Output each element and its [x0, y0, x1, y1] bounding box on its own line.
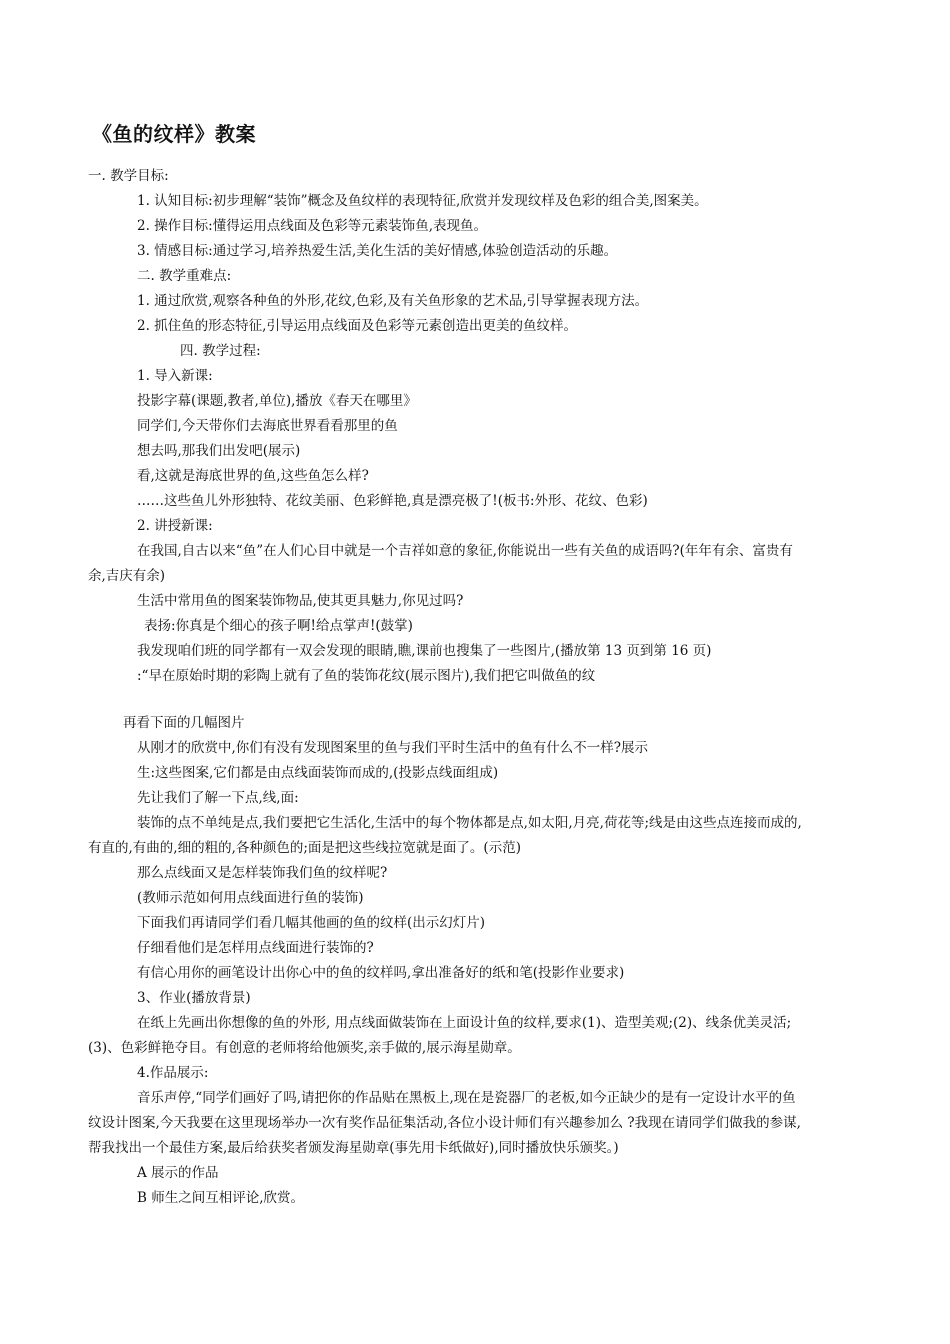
paragraph-line: 纹设计图案,今天我要在这里现场举办一次有奖作品征集活动,各位小设计师们有兴趣参加么 ?我现在请同学们做我的参谋, [88, 1115, 801, 1131]
paragraph-line: 装饰的点不单纯是点,我们要把它生活化,生活中的每个物体都是点,如太阳,月亮,荷花等;线是由这些点连接而成的, [137, 815, 802, 831]
step-heading-intro: 1. 导入新课: [137, 368, 213, 384]
paragraph-line: 在纸上先画出你想像的鱼的外形, 用点线面做装饰在上面设计鱼的纹样,要求(1)、造型美观;(2)、线条优美灵活; [137, 1015, 792, 1031]
paragraph-line: :“早在原始时期的彩陶上就有了鱼的装饰花纹(展示图片),我们把它叫做鱼的纹 [137, 668, 596, 684]
paragraph-line: 下面我们再请同学们看几幅其他画的鱼的纹样(出示幻灯片) [137, 915, 486, 931]
paragraph-line: 从刚才的欣赏中,你们有没有发现图案里的鱼与我们平时生活中的鱼有什么不一样?展示 [137, 740, 649, 756]
goal-item-3: 3. 情感目标:通过学习,培养热爱生活,美化生活的美好情感,体验创造活动的乐趣。 [137, 243, 618, 259]
paragraph-line: 生:这些图案,它们都是由点线面装饰而成的,(投影点线面组成) [137, 765, 499, 781]
paragraph-line: 有信心用你的画笔设计出你心中的鱼的纹样吗,拿出准备好的纸和笔(投影作业要求) [137, 965, 625, 981]
goal-item-1: 1. 认知目标:初步理解“装饰”概念及鱼纹样的表现特征,欣赏并发现纹样及色彩的组合美,图案美。 [137, 193, 708, 209]
paragraph-line: 我发现咱们班的同学都有一双会发现的眼睛,瞧,课前也搜集了一些图片,(播放第 13 页到第 16 页) [137, 643, 712, 659]
paragraph-line: 看,这就是海底世界的鱼,这些鱼怎么样? [137, 468, 369, 484]
step-heading-showcase: 4.作品展示: [137, 1065, 209, 1081]
goal-item-2: 2. 操作目标:懂得运用点线面及色彩等元素装饰鱼,表现鱼。 [137, 218, 488, 234]
paragraph-line: 表扬:你真是个细心的孩子啊!给点掌声!(鼓掌) [144, 618, 413, 634]
paragraph-line: 同学们,今天带你们去海底世界看看那里的鱼 [137, 418, 398, 434]
paragraph-line: 生活中常用鱼的图案装饰物品,使其更具魅力,你见过吗? [137, 593, 464, 609]
step-heading-homework: 3、作业(播放背景) [137, 990, 251, 1006]
document-title: 《鱼的纹样》教案 [92, 122, 256, 146]
paragraph-line: 想去吗,那我们出发吧(展示) [137, 443, 301, 459]
paragraph-line: 投影字幕(课题,教者,单位),播放《春天在哪里》 [137, 393, 417, 409]
paragraph-line: 余,吉庆有余) [88, 568, 166, 584]
list-item: B 师生之间互相评论,欣赏。 [137, 1190, 305, 1206]
paragraph-line: 音乐声停,“同学们画好了吗,请把你的作品贴在黑板上,现在是瓷器厂的老板,如今正缺少的是有一定设计水平的鱼 [137, 1090, 796, 1106]
paragraph-line: 再看下面的几幅图片 [123, 715, 245, 731]
paragraph-line: 帮我找出一个最佳方案,最后给获奖者颁发海星勋章(事先用卡纸做好),同时播放快乐颁奖。) [88, 1140, 619, 1156]
paragraph-line: 有直的,有曲的,细的粗的,各种颜色的;面是把这些线拉宽就是面了。(示范) [88, 840, 521, 856]
paragraph-line: 在我国,自古以来“鱼”在人们心目中就是一个吉祥如意的象征,你能说出一些有关鱼的成语吗?(年年有余、富贵有 [137, 543, 793, 559]
paragraph-line: 先让我们了解一下点,线,面: [137, 790, 299, 806]
paragraph-line: (教师示范如何用点线面进行鱼的装饰) [137, 890, 364, 906]
paragraph-line: (3)、色彩鲜艳夺目。有创意的老师将给他颁奖,亲手做的,展示海星勋章。 [88, 1040, 521, 1056]
paragraph-line: ……这些鱼儿外形独特、花纹美丽、色彩鲜艳,真是漂亮极了!(板书:外形、花纹、色彩) [137, 493, 648, 509]
section-heading-process: 四. 教学过程: [180, 343, 261, 359]
key-point-item-2: 2. 抓住鱼的形态特征,引导运用点线面及色彩等元素创造出更美的鱼纹样。 [137, 318, 577, 334]
section-heading-key-points: 二. 教学重难点: [137, 268, 232, 284]
paragraph-line: 那么点线面又是怎样装饰我们鱼的纹样呢? [137, 865, 388, 881]
section-heading-goals: 一. 教学目标: [88, 168, 169, 184]
list-item: A 展示的作品 [137, 1165, 219, 1181]
key-point-item-1: 1. 通过欣赏,观察各种鱼的外形,花纹,色彩,及有关鱼形象的艺术品,引导掌握表现方法。 [137, 293, 649, 309]
step-heading-teaching: 2. 讲授新课: [137, 518, 213, 534]
paragraph-line: 仔细看他们是怎样用点线面进行装饰的? [137, 940, 374, 956]
